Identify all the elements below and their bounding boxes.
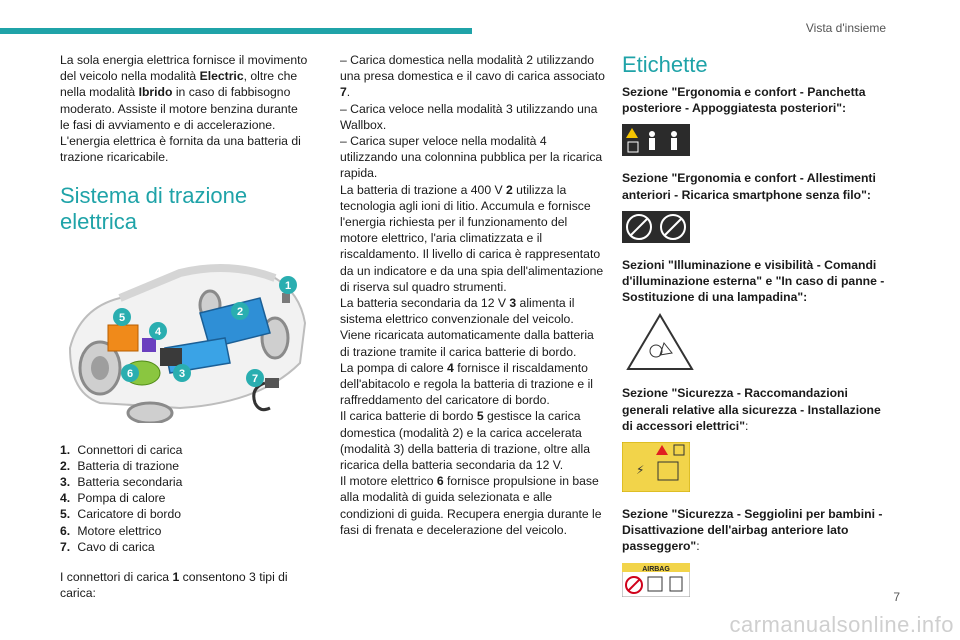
airbag-label-icon [622, 563, 690, 597]
label-section-1: Sezione "Ergonomia e confort - Panchetta posteriore - Appoggiatesta posteriori": [622, 85, 866, 116]
heat-pump-paragraph: La pompa di calore 4 fornisce il riscaldamento dell'abitacolo e regola la batteria di trazione e il raffreddamento del caricatore di bordo. [340, 360, 594, 408]
headrest-label-icon [622, 124, 690, 156]
car-diagram [60, 253, 310, 427]
top-accent-bar [0, 28, 472, 34]
section-title-etichette: Etichette [622, 52, 708, 77]
legend-item: 1. Connettori di carica [60, 442, 183, 457]
legend-item: 5. Caricatore di bordo [60, 507, 182, 522]
watermark: carmanualsonline.info [729, 612, 954, 637]
callout-2: 2 [236, 306, 244, 319]
charge-mode-2: – Carica domestica nella modalità 2 utilizzando una presa domestica e il cavo di carica associato 7. [340, 53, 605, 100]
label-section-3: Sezioni "Illuminazione e visibilità - Comandi d'illuminazione esterna" e "In caso di panne - Sostituzione di una lampadina": [622, 257, 885, 305]
column-left [60, 52, 310, 601]
label-section-5: Sezione "Sicurezza - Seggiolini per bambini - Disattivazione dell'airbag anteriore lato passeggero": [622, 507, 883, 554]
legend-item: 2. Batteria di trazione [60, 458, 180, 473]
svg-text:⚡: ⚡ [636, 463, 645, 478]
callout-1: 1 [284, 280, 292, 293]
legend-item: 3. Batteria secondaria [60, 475, 183, 490]
callout-7: 7 [251, 373, 259, 386]
charger-paragraph: Il carica batterie di bordo 5 gestisce la carica domestica (modalità 2) e la carica accelerata (modalità 3) della batteria di trazione, oltre alla ricarica della batteria secondaria da 12 V. [340, 409, 590, 473]
callout-4: 4 [154, 326, 162, 339]
secondary-battery-paragraph: La batteria secondaria da 12 V 3 alimenta il sistema elettrico convenzionale del veicolo. Viene ricaricata automaticamente dalla batteria di trazione tramite il carica batterie di bordo. [340, 296, 594, 359]
legend-item: 4. Pompa di calore [60, 491, 166, 506]
callout-6: 6 [126, 368, 134, 381]
charging-connector [282, 293, 290, 303]
airbag-text: AIRBAG [642, 565, 670, 573]
lamp-warning-label-icon [626, 313, 694, 371]
callout-3: 3 [178, 368, 186, 381]
connectors-paragraph: I connettori di carica 1 consentono 3 tipi di carica: [60, 570, 288, 601]
heat-pump [142, 338, 156, 352]
label-section-2: Sezione "Ergonomia e confort - Allestimenti anteriori - Ricarica smartphone senza filo": [622, 171, 876, 202]
traction-battery-paragraph: La batteria di trazione a 400 V 2 utilizza la tecnologia agli ioni di litio. Accumula e fornisce l'energia richiesta per il funzionamento del motore elettrico, l'aria climatizzata e il riscaldamento. Il livello di carica è rappresentato da un indicatore e da una spia dell'alimentazione di riserva sul quadro strumenti. [340, 182, 604, 294]
page-number: 7 [893, 590, 900, 604]
section-title-sistema: Sistema di trazione elettrica [60, 183, 248, 235]
motor-paragraph: Il motore elettrico 6 fornisce propulsione in base alla modalità di guida selezionata e alle condizioni di guida. Recupera energia durante le fasi di frenata e decelerazione del veicolo. [340, 474, 602, 537]
page-header-title: Vista d'insieme [805, 21, 886, 35]
component-legend [60, 442, 310, 555]
charge-mode-3: – Carica veloce nella modalità 3 utilizzando una Wallbox. [340, 101, 598, 132]
onboard-charger [108, 325, 138, 351]
legend-item: 6. Motore elettrico [60, 523, 162, 538]
secondary-battery [160, 348, 182, 366]
wireless-charging-label-icon [622, 211, 690, 243]
electrical-accessories-label-icon [622, 442, 690, 492]
intro-paragraph-1: La sola energia elettrica fornisce il movimento del veicolo nella modalità Electric, oltre che nella modalità Ibrido in caso di fabbisogno moderato. Assiste il motore benzina durante le fasi di avviamento e di accelerazione. [60, 53, 308, 132]
column-right [622, 52, 892, 611]
charge-mode-4: – Carica super veloce nella modalità 4 utilizzando una colonnina pubblica per la ricarica rapida. [340, 134, 603, 181]
column-middle [340, 52, 605, 538]
legend-item: 7. Cavo di carica [60, 539, 155, 554]
callout-5: 5 [118, 312, 126, 325]
label-section-4: Sezione "Sicurezza - Raccomandazioni generali relative alla sicurezza - Installazione di accessori elettrici": [622, 386, 881, 433]
intro-paragraph-2: L'energia elettrica è fornita da una batteria di trazione ricaricabile. [60, 134, 301, 165]
